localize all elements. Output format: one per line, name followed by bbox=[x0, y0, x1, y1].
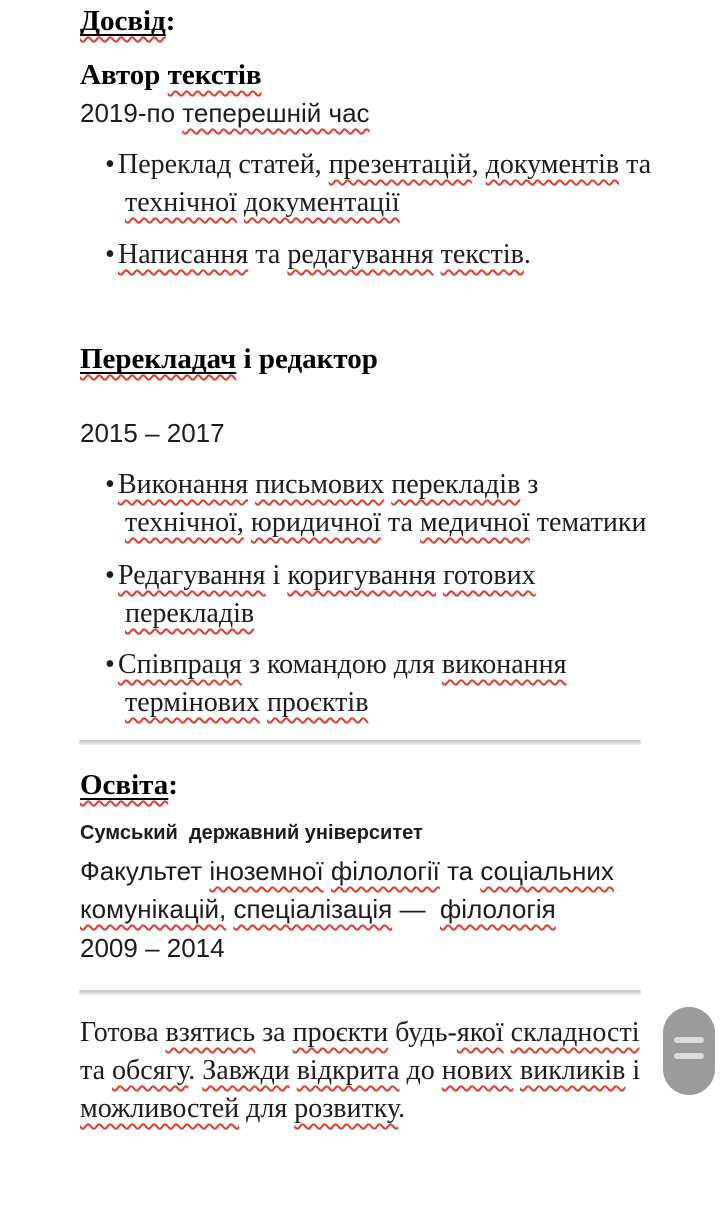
list-item bbox=[80, 466, 646, 542]
education-program: Факультет іноземної філології та соціальних комунікацій, спеціалізація — філологія bbox=[80, 856, 614, 924]
list-item bbox=[80, 146, 651, 222]
date-range: 2009 – 2014 bbox=[80, 933, 225, 963]
university-name: Сумський державний університет bbox=[80, 822, 423, 844]
bullet-icon: • bbox=[105, 149, 115, 180]
list-item-text: Написання та редагування текстів. bbox=[118, 239, 531, 270]
list-item bbox=[80, 646, 567, 722]
bullet-icon: • bbox=[105, 239, 115, 270]
job-title-author: Автор текстів bbox=[80, 59, 262, 91]
bullet-icon: • bbox=[105, 649, 115, 680]
list-item-text: Переклад статей, презентацій, документів та технічної документації bbox=[118, 149, 652, 218]
date-range: 2015 – 2017 bbox=[80, 418, 225, 448]
section-divider bbox=[79, 990, 641, 995]
list-item-text: Співпраця з командою для виконання термінових проєктів bbox=[118, 649, 567, 718]
job-title-translator: Перекладач і редактор bbox=[80, 343, 378, 375]
scroll-handle[interactable] bbox=[663, 1007, 715, 1095]
education-dates bbox=[80, 929, 225, 967]
list-item bbox=[80, 557, 536, 633]
section-heading-education: Освіта: bbox=[80, 769, 178, 801]
job-dates-author: 2019-по теперешній час bbox=[80, 98, 370, 128]
section-heading-experience: Досвід: bbox=[80, 5, 176, 37]
summary-paragraph: Готова взятись за проєкти будь-якої складності та обсягу. Завжди відкрита до нових викликів і можливостей для розвитку. bbox=[80, 1017, 641, 1124]
handle-line-icon bbox=[674, 1053, 704, 1059]
section-divider bbox=[79, 740, 641, 745]
handle-line-icon bbox=[674, 1037, 704, 1043]
job-dates-translator bbox=[80, 414, 225, 452]
bullet-icon: • bbox=[105, 469, 115, 500]
list-item-text: Редагування і коригування готових перекладів bbox=[118, 560, 536, 629]
bullet-icon: • bbox=[105, 560, 115, 591]
list-item bbox=[80, 236, 531, 274]
list-item-text: Виконання письмових перекладів з технічної, юридичної та медичної тематики bbox=[118, 469, 647, 538]
